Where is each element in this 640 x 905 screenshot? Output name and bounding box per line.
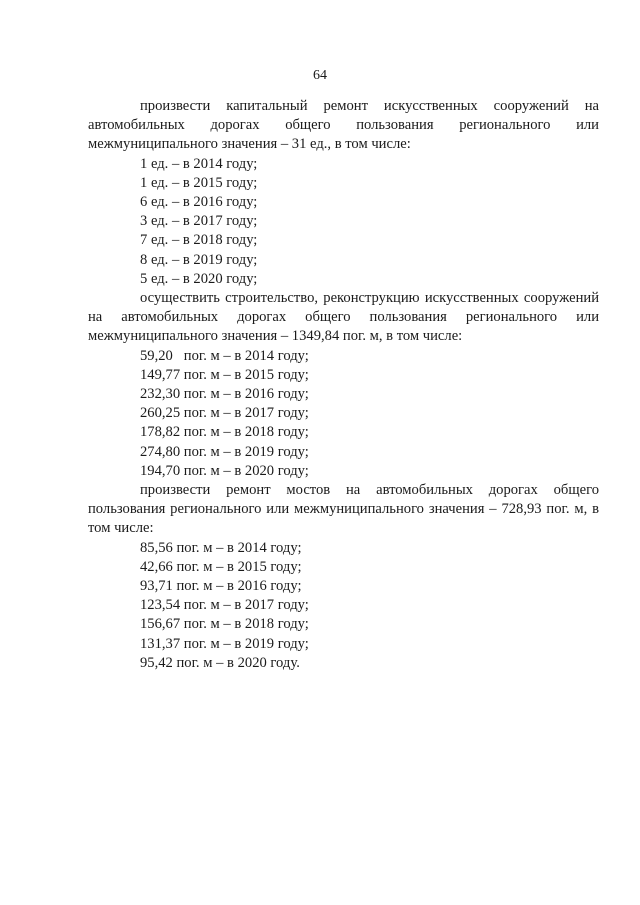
list-item: 93,71 пог. м – в 2016 году;	[140, 578, 302, 595]
list-item: 5 ед. – в 2020 году;	[140, 270, 258, 287]
list-item: 95,42 пог. м – в 2020 году.	[140, 654, 300, 671]
list-item: 1 ед. – в 2014 году;	[140, 155, 258, 172]
list-item: 85,56 пог. м – в 2014 году;	[140, 539, 302, 556]
list-item: 260,25 пог. м – в 2017 году;	[140, 405, 309, 422]
list-item: 274,80 пог. м – в 2019 году;	[140, 443, 309, 460]
list-item: 42,66 пог. м – в 2015 году;	[140, 558, 302, 575]
list-item: 149,77 пог. м – в 2015 году;	[140, 366, 309, 383]
document-body	[88, 97, 599, 673]
list-item: 8 ед. – в 2019 году;	[140, 251, 258, 268]
list-item: 232,30 пог. м – в 2016 году;	[140, 386, 309, 403]
list-item: 1 ед. – в 2015 году;	[140, 174, 258, 191]
list-item: 123,54 пог. м – в 2017 году;	[140, 597, 309, 614]
paragraph-bridge-repair: произвести ремонт мостов на автомобильных дорогах общего пользования регионального или межмуниципального значения – 728,93 пог. м, в том числе:	[88, 482, 599, 537]
list-item: 194,70 пог. м – в 2020 году;	[140, 462, 309, 479]
page-number: 64	[313, 68, 327, 83]
list-item: 6 ед. – в 2016 году;	[140, 194, 258, 211]
paragraph-construction: осуществить строительство, реконструкцию искусственных сооружений на автомобильных дорогах общего пользования регионального или межмуниципального значения – 1349,84 пог. м, в том числе:	[88, 290, 599, 345]
list-item: 178,82 пог. м – в 2018 году;	[140, 424, 309, 441]
list-construction	[88, 347, 599, 481]
list-item: 7 ед. – в 2018 году;	[140, 232, 258, 249]
list-item: 3 ед. – в 2017 году;	[140, 213, 258, 230]
paragraph-capital-repair: произвести капитальный ремонт искусственных сооружений на автомобильных дорогах общего пользования регионального или межмуниципального значения – 31 ед., в том числе:	[88, 98, 599, 153]
list-item: 156,67 пог. м – в 2018 году;	[140, 616, 309, 633]
list-item: 131,37 пог. м – в 2019 году;	[140, 635, 309, 652]
list-capital-repair	[88, 155, 599, 289]
list-bridge-repair	[88, 539, 599, 673]
list-item: 59,20 пог. м – в 2014 году;	[140, 347, 309, 364]
